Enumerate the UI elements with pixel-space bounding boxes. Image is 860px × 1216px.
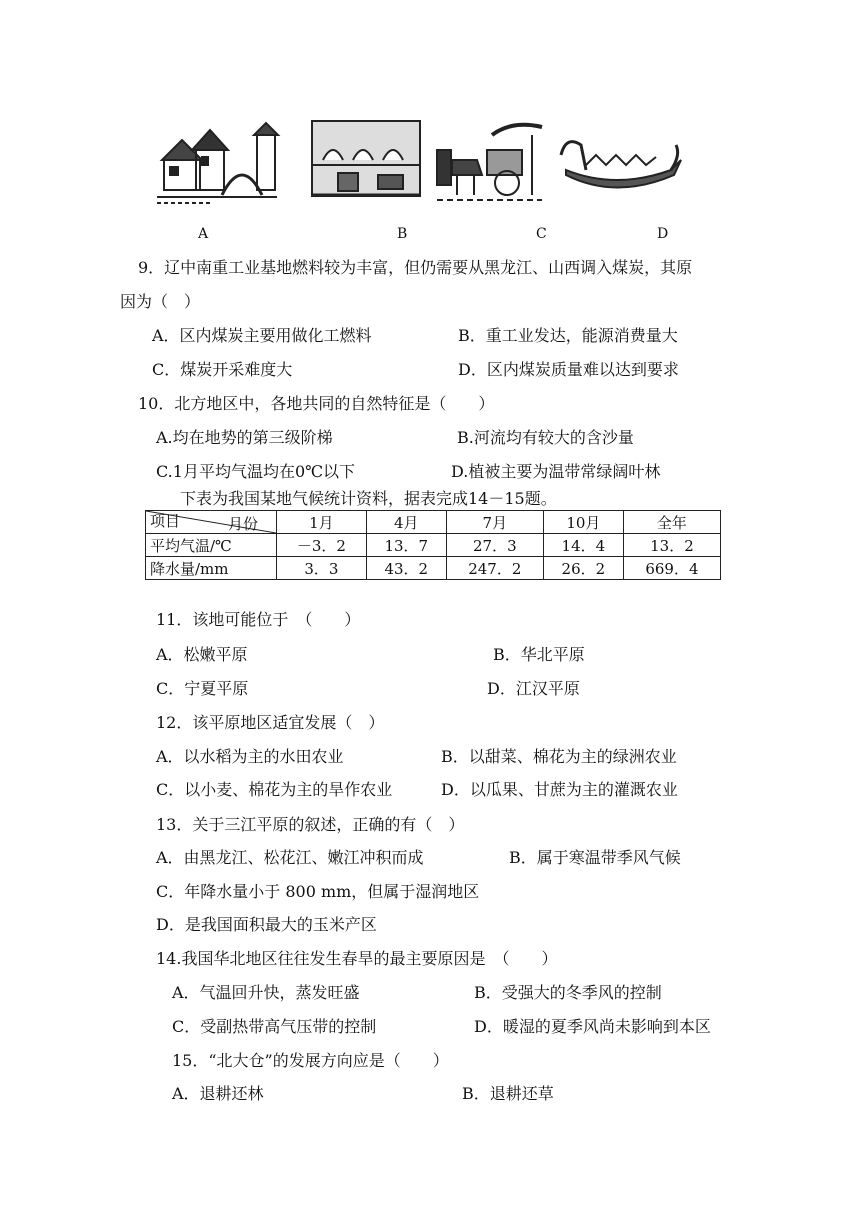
table-intro: 下表为我国某地气候统计资料，据表完成14－15题。	[180, 489, 557, 508]
q12-stem: 12．该平原地区适宜发展（ ）	[156, 713, 385, 732]
table-cell: 13．2	[623, 534, 720, 557]
q14-option-c: C．受副热带高气压带的控制	[172, 1017, 377, 1036]
q15-option-a: A．退耕还林	[172, 1084, 264, 1103]
q13-option-c: C．年降水量小于 800 mm，但属于湿润地区	[156, 882, 480, 901]
q14-option-a: A．气温回升快，蒸发旺盛	[172, 983, 360, 1002]
q9-stem-line1: 9．辽中南重工业基地燃料较为丰富，但仍需要从黑龙江、山西调入煤炭，其原	[138, 258, 693, 277]
table-cell: 669．4	[623, 557, 720, 580]
picture-c	[432, 115, 548, 210]
table-cell: 27．3	[446, 534, 543, 557]
q14-stem: 14.我国华北地区往往发生春旱的最主要原因是 （ ）	[156, 949, 558, 968]
q9-option-c: C．煤炭开采难度大	[152, 360, 293, 379]
row-label: 平均气温/℃	[146, 534, 277, 557]
cave-dwelling-picture-icon	[308, 115, 424, 210]
q15-option-b: B．退耕还草	[462, 1084, 554, 1103]
q12-option-a: A．以水稻为主的水田农业	[156, 747, 344, 766]
picture-label-d: D	[657, 226, 669, 242]
table-cell: －3．2	[277, 534, 367, 557]
q12-option-d: D．以瓜果、甘蔗为主的灌溉农业	[441, 780, 678, 799]
q11-option-c: C．宁夏平原	[156, 679, 249, 698]
table-cell: 43．2	[366, 557, 446, 580]
q15-stem: 15．“北大仓”的发展方向应是（ ）	[172, 1051, 449, 1070]
row-label: 降水量/mm	[146, 557, 277, 580]
q12-option-b: B．以甜菜、棉花为主的绿洲农业	[441, 747, 677, 766]
table-header: 全年	[623, 511, 720, 534]
table-cell: 14．4	[543, 534, 623, 557]
table-cell: 247．2	[446, 557, 543, 580]
corner-month-label: 月份	[227, 515, 258, 533]
table-header: 1月	[277, 511, 367, 534]
picture-label-b: B	[397, 226, 408, 242]
q10-option-d: D.植被主要为温带常绿阔叶林	[451, 462, 661, 481]
table-corner-cell	[146, 511, 277, 534]
corner-item-label: 项目	[150, 512, 181, 530]
q12-option-c: C．以小麦、棉花为主的旱作农业	[156, 780, 393, 799]
q11-option-a: A．松嫩平原	[156, 645, 248, 664]
table-cell: 3．3	[277, 557, 367, 580]
dragon-boat-picture-icon	[556, 115, 686, 210]
q10-option-b: B.河流均有较大的含沙量	[457, 428, 634, 447]
q11-option-d: D．江汉平原	[487, 679, 580, 698]
horse-cart-picture-icon	[432, 115, 548, 210]
q9-option-d: D．区内煤炭质量难以达到要求	[458, 360, 679, 379]
picture-label-a: A	[198, 226, 209, 242]
q10-stem: 10．北方地区中，各地共同的自然特征是（ ）	[138, 394, 495, 413]
q11-option-b: B．华北平原	[493, 645, 585, 664]
table-header: 4月	[366, 511, 446, 534]
climate-table	[145, 510, 721, 580]
picture-a	[152, 115, 282, 210]
q10-option-c: C.1月平均气温均在0℃以下	[156, 462, 356, 481]
q10-option-a: A.均在地势的第三级阶梯	[156, 428, 333, 447]
q9-option-a: A．区内煤炭主要用做化工燃料	[152, 326, 372, 345]
q13-option-d: D．是我国面积最大的玉米产区	[156, 915, 377, 934]
picture-d	[556, 115, 686, 210]
q14-option-d: D．暖湿的夏季风尚未影响到本区	[474, 1017, 711, 1036]
table-cell: 13．7	[366, 534, 446, 557]
table-header: 10月	[543, 511, 623, 534]
q14-option-b: B．受强大的冬季风的控制	[474, 983, 662, 1002]
table-row	[146, 534, 721, 557]
q13-stem: 13．关于三江平原的叙述，正确的有（ ）	[156, 815, 465, 834]
q9-option-b: B．重工业发达，能源消费量大	[458, 326, 678, 345]
q13-option-a: A．由黑龙江、松花江、嫩江冲积而成	[156, 848, 424, 867]
picture-b	[308, 115, 424, 210]
q11-stem: 11．该地可能位于 （ ）	[156, 610, 361, 629]
table-row	[146, 557, 721, 580]
q9-stem-line2: 因为（ ）	[120, 292, 201, 311]
table-cell: 26．2	[543, 557, 623, 580]
q13-option-b: B．属于寒温带季风气候	[509, 848, 681, 867]
picture-label-c: C	[536, 226, 547, 242]
table-header-row	[146, 511, 721, 534]
table-header: 7月	[446, 511, 543, 534]
water-town-picture-icon	[152, 115, 282, 210]
